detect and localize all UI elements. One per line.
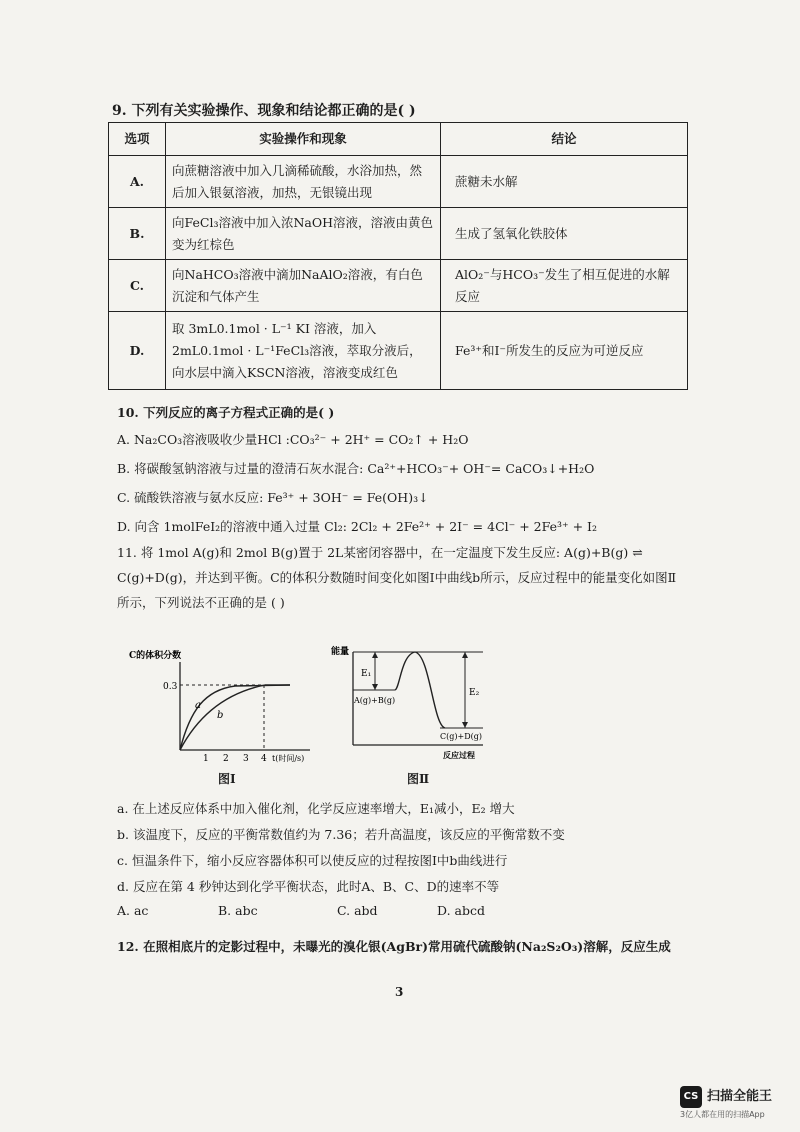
- row-option: C.: [109, 260, 166, 312]
- header-option: 选项: [109, 123, 166, 156]
- header-conclusion: 结论: [441, 123, 688, 156]
- scanner-tagline: 3亿人都在用的扫描App: [680, 1110, 765, 1119]
- statement-d: d. 反应在第 4 秒钟达到化学平衡状态，此时A、B、C、D的速率不等: [117, 879, 500, 894]
- curve-b: [180, 685, 290, 750]
- row-operation: 向NaHCO₃溶液中滴加NaAlO₂溶液，有白色沉淀和气体产生: [166, 260, 441, 312]
- row-operation: 向蔗糖溶液中加入几滴稀硫酸，水浴加热，然后加入银氨溶液，加热，无银镜出现: [166, 156, 441, 208]
- row-option: D.: [109, 312, 166, 390]
- curve-a-label: a: [195, 700, 201, 711]
- question-9-title: 9. 下列有关实验操作、现象和结论都正确的是( ): [112, 103, 416, 119]
- question-11-stem: 11. 将 1mol A(g)和 2mol B(g)置于 2L某密闭容器中，在一定温度下发生反应: A(g)+B(g) ⇌ C(g)+D(g)，并达到平衡。C的体积分数随时间变化如图Ⅰ中曲线b所示，反应过程中的能量变化如图Ⅱ所示，下列说法不正确的是 ( ): [117, 545, 677, 610]
- x-tick-4: 4: [261, 754, 267, 764]
- e2-arrowhead-up: [462, 652, 468, 658]
- table-row: [109, 260, 688, 312]
- figure-1-caption: 图Ⅰ: [218, 772, 236, 786]
- row-option: B.: [109, 208, 166, 260]
- question-10-option-d: D. 向含 1molFeI₂的溶液中通入过量 Cl₂: 2Cl₂ + 2Fe²⁺ + 2I⁻ = 4Cl⁻ + 2Fe³⁺ + I₂: [117, 519, 597, 534]
- question-9-table: [108, 122, 688, 390]
- row-operation: 向FeCl₃溶液中加入浓NaOH溶液，溶液由黄色变为红棕色: [166, 208, 441, 260]
- x-tick-2: 2: [223, 754, 229, 764]
- figure-2-caption: 图Ⅱ: [407, 772, 430, 786]
- row-conclusion: 生成了氢氧化铁胶体: [441, 208, 688, 260]
- row-conclusion: AlO₂⁻与HCO₃⁻发生了相互促进的水解反应: [441, 260, 688, 312]
- statement-b: b. 该温度下，反应的平衡常数值约为 7.36；若升高温度，该反应的平衡常数不变: [117, 827, 565, 842]
- products-label: C(g)+D(g): [440, 732, 482, 741]
- x-tick-3: 3: [243, 754, 249, 764]
- row-conclusion: 蔗糖未水解: [441, 156, 688, 208]
- question-12-stem: 12. 在照相底片的定影过程中，未曝光的溴化银(AgBr)常用硫代硫酸钠(Na₂S₂O₃)溶解，反应生成: [117, 939, 671, 954]
- e1-arrowhead-up: [372, 652, 378, 658]
- table-row: [109, 156, 688, 208]
- table-row: [109, 312, 688, 390]
- choice-d: D. abcd: [437, 903, 485, 918]
- page-number: 3: [395, 985, 404, 999]
- scanner-name: 扫描全能王: [707, 1089, 773, 1104]
- scanner-watermark: [680, 1082, 800, 1122]
- energy-curve: [395, 652, 445, 728]
- choice-c: C. abd: [337, 903, 378, 918]
- e1-label: E₁: [361, 669, 372, 679]
- statement-a: a. 在上述反应体系中加入催化剂，化学反应速率增大，E₁减小，E₂ 增大: [117, 801, 515, 816]
- scanner-logo-icon: CS: [680, 1086, 702, 1108]
- x-tick-1: 1: [203, 754, 209, 764]
- figure-1-graph: [115, 640, 325, 765]
- row-operation: 取 3mL0.1mol · L⁻¹ KI 溶液，加入 2mL0.1mol · L⁻¹FeCl₃溶液，萃取分液后，向水层中滴入KSCN溶液，溶液变成红色: [166, 312, 441, 390]
- choice-b: B. abc: [218, 903, 258, 918]
- reactants-label: A(g)+B(g): [354, 696, 396, 705]
- table-row: [109, 208, 688, 260]
- question-10-option-b: B. 将碳酸氢钠溶液与过量的澄清石灰水混合: Ca²⁺+HCO₃⁻+ OH⁻= CaCO₃↓+H₂O: [117, 461, 595, 476]
- question-10-title: 10. 下列反应的离子方程式正确的是( ): [117, 405, 335, 420]
- e2-arrowhead-down: [462, 722, 468, 728]
- question-10-option-a: A. Na₂CO₃溶液吸收少量HCl :CO₃²⁻ + 2H⁺ = CO₂↑ + H₂O: [117, 432, 469, 447]
- table-header-row: [109, 123, 688, 156]
- statement-c: c. 恒温条件下，缩小反应容器体积可以使反应的过程按图Ⅰ中b曲线进行: [117, 853, 508, 868]
- row-option: A.: [109, 156, 166, 208]
- y-axis-label: C的体积分数: [129, 651, 182, 661]
- choice-a: A. ac: [117, 903, 149, 918]
- x-axis-label: t(时间/s): [272, 754, 305, 763]
- y-value-label: 0.3: [163, 682, 178, 692]
- question-10-option-c: C. 硫酸铁溶液与氨水反应: Fe³⁺ + 3OH⁻ = Fe(OH)₃↓: [117, 490, 429, 505]
- figure-2-energy-diagram: [325, 640, 500, 765]
- header-operation: 实验操作和现象: [166, 123, 441, 156]
- e1-arrowhead-down: [372, 684, 378, 690]
- y-axis-label: 能量: [331, 647, 350, 657]
- row-conclusion: Fe³⁺和I⁻所发生的反应为可逆反应: [441, 312, 688, 390]
- curve-b-label: b: [217, 710, 224, 721]
- e2-label: E₂: [469, 688, 480, 698]
- x-axis-label: 反应过程: [443, 750, 475, 760]
